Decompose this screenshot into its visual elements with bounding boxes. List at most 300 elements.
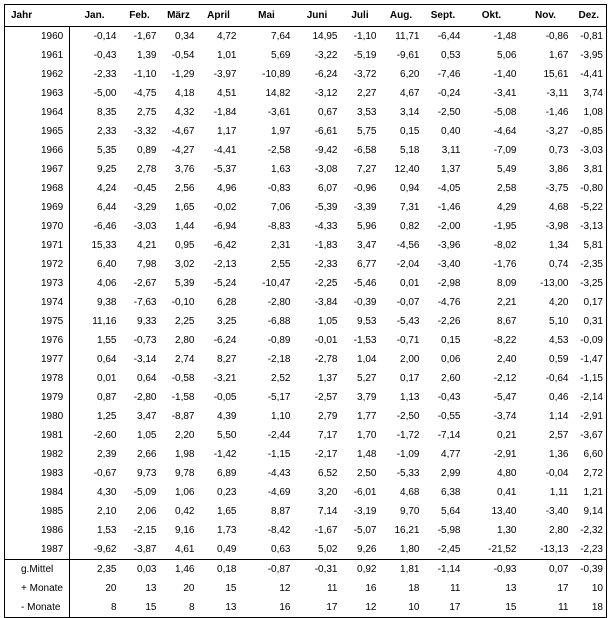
value-cell: -6,24: [213, 335, 237, 346]
value-cell: 10: [408, 602, 420, 613]
value-cell: -3,21: [213, 373, 237, 384]
row-label-cell: 1978: [5, 369, 70, 388]
value-cell: -0,64: [545, 373, 569, 384]
value-cell: -4,56: [396, 240, 420, 251]
row-label-cell: 1980: [5, 407, 70, 426]
value-cell: -0,10: [171, 297, 195, 308]
value-cell: 5,06: [497, 50, 517, 61]
row-label-cell: 1967: [5, 160, 70, 179]
value-cell: -8,83: [267, 221, 291, 232]
row-label-cell: 1964: [5, 103, 70, 122]
value-cell: 9,33: [137, 316, 157, 327]
value-cell: -2,35: [580, 259, 603, 270]
value-cell: -0,39: [353, 297, 377, 308]
value-cell: 1,06: [175, 487, 195, 498]
table-row: [5, 141, 607, 160]
value-cell: 1,44: [175, 221, 195, 232]
value-cell: 8: [110, 602, 117, 613]
value-cell: 3,86: [549, 164, 569, 175]
value-cell: 0,92: [341, 560, 380, 580]
value-cell: -4,33: [314, 221, 338, 232]
value-cell: -6,58: [353, 145, 377, 156]
value-cell: 1,08: [583, 107, 603, 118]
value-cell: 16: [365, 583, 377, 594]
value-cell: -4,76: [437, 297, 461, 308]
value-cell: -5,22: [580, 202, 603, 213]
column-header-month: Sept.: [423, 5, 464, 27]
row-label-cell: 1984: [5, 483, 70, 502]
row-label-cell: 1970: [5, 217, 70, 236]
value-cell: -1,46: [437, 202, 461, 213]
value-cell: 1,67: [549, 50, 569, 61]
value-cell: 0,01: [400, 278, 420, 289]
value-cell: 5,75: [357, 126, 377, 137]
column-header-month: Nov.: [520, 5, 572, 27]
value-cell: -1,40: [493, 69, 517, 80]
value-cell: -2,14: [580, 392, 603, 403]
value-cell: -3,03: [580, 145, 603, 156]
value-cell: -1,42: [213, 449, 237, 460]
value-cell: -3,67: [580, 430, 603, 441]
value-cell: -0,02: [213, 202, 237, 213]
value-cell: 13: [505, 583, 517, 594]
value-cell: 6,52: [318, 468, 338, 479]
value-cell: 8,09: [497, 278, 517, 289]
value-cell: 3,76: [175, 164, 195, 175]
value-cell: 2,57: [549, 430, 569, 441]
value-cell: 0,64: [97, 354, 117, 365]
value-cell: 5,35: [97, 145, 117, 156]
table-row: [5, 27, 607, 47]
value-cell: 1,81: [380, 560, 423, 580]
value-cell: -1,84: [213, 107, 237, 118]
row-label-cell: 1973: [5, 274, 70, 293]
value-cell: -5,09: [133, 487, 157, 498]
value-cell: 0,42: [175, 506, 195, 517]
value-cell: 5,10: [549, 316, 569, 327]
value-cell: -2,32: [580, 525, 603, 536]
table-row: [5, 331, 607, 350]
summary-row: [5, 598, 607, 618]
value-cell: 3,47: [137, 411, 157, 422]
row-label-cell: g.Mittel: [5, 560, 70, 580]
value-cell: -1,10: [133, 69, 157, 80]
value-cell: 4,32: [175, 107, 195, 118]
value-cell: 2,06: [137, 506, 157, 517]
value-cell: 4,96: [217, 183, 237, 194]
value-cell: -2,98: [437, 278, 461, 289]
value-cell: 0,40: [441, 126, 461, 137]
value-cell: 0,01: [97, 373, 117, 384]
value-cell: 5,02: [318, 544, 338, 555]
value-cell: -2,91: [580, 411, 603, 422]
value-cell: -3,25: [580, 278, 603, 289]
value-cell: -5,37: [213, 164, 237, 175]
table-row: [5, 426, 607, 445]
value-cell: 2,60: [441, 373, 461, 384]
value-cell: -7,09: [493, 145, 517, 156]
value-cell: 13: [145, 583, 157, 594]
value-cell: 2,79: [318, 411, 338, 422]
summary-row: [5, 560, 607, 580]
value-cell: -8,42: [267, 525, 291, 536]
value-cell: -2,04: [396, 259, 420, 270]
value-cell: 0,07: [520, 560, 572, 580]
value-cell: -2,33: [93, 69, 117, 80]
value-cell: 0,41: [497, 487, 517, 498]
value-cell: -2,50: [396, 411, 420, 422]
value-cell: 11,71: [395, 31, 420, 42]
value-cell: -0,58: [171, 373, 195, 384]
value-cell: 1,37: [441, 164, 461, 175]
value-cell: 2,00: [400, 354, 420, 365]
value-cell: 5,39: [175, 278, 195, 289]
value-cell: 4,80: [497, 468, 517, 479]
value-cell: 0,87: [97, 392, 117, 403]
value-cell: -0,67: [93, 468, 117, 479]
value-cell: 6,77: [357, 259, 377, 270]
value-cell: -6,24: [314, 69, 338, 80]
value-cell: 4,24: [97, 183, 117, 194]
value-cell: 9,53: [357, 316, 377, 327]
value-cell: 2,31: [271, 240, 291, 251]
row-label-cell: 1982: [5, 445, 70, 464]
value-cell: -3,39: [353, 202, 377, 213]
value-cell: -3,22: [314, 50, 338, 61]
value-cell: 0,46: [549, 392, 569, 403]
value-cell: 5,69: [271, 50, 291, 61]
value-cell: -0,54: [171, 50, 195, 61]
value-cell: 1,21: [583, 487, 603, 498]
table-row: [5, 84, 607, 103]
value-cell: -2,23: [580, 544, 603, 555]
row-label-cell: 1976: [5, 331, 70, 350]
value-cell: -2,26: [437, 316, 461, 327]
value-cell: 1,46: [160, 560, 198, 580]
value-cell: 12: [279, 583, 291, 594]
value-cell: 1,37: [318, 373, 338, 384]
monthly-values-table: [4, 4, 607, 618]
value-cell: 2,20: [175, 430, 195, 441]
value-cell: 2,35: [70, 560, 120, 580]
value-cell: -8,22: [493, 335, 517, 346]
value-cell: 4,30: [97, 487, 117, 498]
value-cell: 6,60: [583, 449, 603, 460]
value-cell: -8,02: [493, 240, 517, 251]
value-cell: -5,19: [353, 50, 377, 61]
row-label-cell: 1977: [5, 350, 70, 369]
value-cell: 8,87: [271, 506, 291, 517]
value-cell: 2,66: [137, 449, 157, 460]
row-label-cell: 1975: [5, 312, 70, 331]
value-cell: 17: [449, 602, 461, 613]
value-cell: -3,40: [545, 506, 569, 517]
value-cell: -1,83: [314, 240, 338, 251]
value-cell: 15: [145, 602, 157, 613]
value-cell: 0,64: [137, 373, 157, 384]
value-cell: -6,94: [213, 221, 237, 232]
value-cell: -2,17: [314, 449, 338, 460]
value-cell: 2,58: [497, 183, 517, 194]
value-cell: 20: [105, 583, 117, 594]
value-cell: -6,46: [93, 221, 117, 232]
value-cell: -0,96: [353, 183, 377, 194]
value-cell: -2,58: [267, 145, 291, 156]
value-cell: -2,80: [267, 297, 291, 308]
value-cell: 6,89: [217, 468, 237, 479]
value-cell: -5,47: [493, 392, 517, 403]
value-cell: -4,64: [493, 126, 517, 137]
table-row: [5, 407, 607, 426]
value-cell: 2,33: [97, 126, 117, 137]
value-cell: -6,88: [267, 316, 291, 327]
column-header-month: Aug.: [380, 5, 423, 27]
value-cell: -4,67: [171, 126, 195, 137]
value-cell: -0,07: [396, 297, 420, 308]
value-cell: 6,38: [441, 487, 461, 498]
value-cell: 5,96: [357, 221, 377, 232]
value-cell: -0,31: [294, 560, 341, 580]
value-cell: 11,16: [92, 316, 117, 327]
value-cell: 0,21: [497, 430, 517, 441]
value-cell: 0,73: [549, 145, 569, 156]
table-row: [5, 122, 607, 141]
value-cell: 8,35: [97, 107, 117, 118]
value-cell: -3,12: [314, 88, 338, 99]
value-cell: 2,55: [271, 259, 291, 270]
value-cell: 7,17: [318, 430, 338, 441]
value-cell: -1,76: [493, 259, 517, 270]
value-cell: 9,26: [357, 544, 377, 555]
table-row: [5, 274, 607, 293]
value-cell: 1,63: [271, 164, 291, 175]
value-cell: 6,28: [217, 297, 237, 308]
value-cell: 1,97: [271, 126, 291, 137]
value-cell: 0,18: [198, 560, 240, 580]
value-cell: 0,15: [400, 126, 420, 137]
value-cell: -0,43: [93, 50, 117, 61]
value-cell: 4,18: [175, 88, 195, 99]
value-cell: 4,39: [217, 411, 237, 422]
value-cell: -1,67: [314, 525, 338, 536]
value-cell: -2,00: [437, 221, 461, 232]
table-row: [5, 521, 607, 540]
value-cell: -1,47: [580, 354, 603, 365]
row-label-cell: 1961: [5, 46, 70, 65]
value-cell: -1,14: [423, 560, 464, 580]
row-label-cell: 1968: [5, 179, 70, 198]
value-cell: -5,43: [396, 316, 420, 327]
value-cell: 1,13: [400, 392, 420, 403]
value-cell: 3,81: [583, 164, 603, 175]
row-label-cell: 1966: [5, 141, 70, 160]
table-row: [5, 540, 607, 560]
value-cell: -3,19: [353, 506, 377, 517]
value-cell: 0,23: [217, 487, 237, 498]
value-cell: -2,78: [314, 354, 338, 365]
value-cell: -3,32: [133, 126, 157, 137]
row-label-cell: 1960: [5, 27, 70, 47]
row-label-cell: 1974: [5, 293, 70, 312]
value-cell: 4,68: [549, 202, 569, 213]
table-row: [5, 388, 607, 407]
value-cell: 3,74: [583, 88, 603, 99]
value-cell: 14,82: [265, 88, 291, 99]
value-cell: -3,97: [213, 69, 237, 80]
value-cell: 2,50: [357, 468, 377, 479]
value-cell: 5,27: [357, 373, 377, 384]
table-row: [5, 46, 607, 65]
value-cell: 2,99: [441, 468, 461, 479]
value-cell: -1,15: [580, 373, 603, 384]
value-cell: 13: [225, 602, 237, 613]
value-cell: -0,83: [267, 183, 291, 194]
value-cell: 9,16: [175, 525, 195, 536]
value-cell: 4,51: [217, 88, 237, 99]
value-cell: -3,13: [580, 221, 603, 232]
value-cell: 2,27: [357, 88, 377, 99]
value-cell: -3,14: [133, 354, 157, 365]
value-cell: 0,53: [441, 50, 461, 61]
value-cell: 3,53: [357, 107, 377, 118]
value-cell: 2,10: [97, 506, 117, 517]
value-cell: 11: [558, 602, 569, 613]
value-cell: -2,50: [437, 107, 461, 118]
value-cell: -3,03: [133, 221, 157, 232]
value-cell: 2,78: [137, 164, 157, 175]
value-cell: 1,48: [357, 449, 377, 460]
value-cell: -3,27: [545, 126, 569, 137]
value-cell: 1,80: [400, 544, 420, 555]
value-cell: 11: [450, 583, 461, 594]
value-cell: 1,04: [357, 354, 377, 365]
value-cell: 7,27: [357, 164, 377, 175]
value-cell: 4,72: [217, 31, 237, 42]
value-cell: 4,67: [400, 88, 420, 99]
table-row: [5, 464, 607, 483]
value-cell: -0,01: [314, 335, 338, 346]
value-cell: -8,87: [171, 411, 195, 422]
value-cell: -0,45: [133, 183, 157, 194]
table-row: [5, 445, 607, 464]
value-cell: 2,52: [271, 373, 291, 384]
value-cell: -0,71: [396, 335, 420, 346]
value-cell: -9,61: [396, 50, 420, 61]
value-cell: -2,13: [213, 259, 237, 270]
value-cell: 2,75: [137, 107, 157, 118]
row-label-cell: 1969: [5, 198, 70, 217]
value-cell: 17: [557, 583, 569, 594]
value-cell: -0,04: [545, 468, 569, 479]
value-cell: -2,80: [133, 392, 157, 403]
value-cell: -5,39: [314, 202, 338, 213]
value-cell: -0,05: [213, 392, 237, 403]
value-cell: -2,18: [267, 354, 291, 365]
value-cell: 9,14: [583, 506, 603, 517]
value-cell: 1,10: [271, 411, 291, 422]
value-cell: -2,67: [133, 278, 157, 289]
table-header-row: [5, 5, 607, 27]
table-row: [5, 179, 607, 198]
row-label-cell: 1985: [5, 502, 70, 521]
value-cell: -3,75: [545, 183, 569, 194]
value-cell: 6,07: [318, 183, 338, 194]
value-cell: 4,06: [97, 278, 117, 289]
value-cell: -10,47: [262, 278, 291, 289]
value-cell: 0,67: [318, 107, 338, 118]
value-cell: 8,67: [497, 316, 517, 327]
value-cell: 14,95: [312, 31, 338, 42]
value-cell: -3,29: [133, 202, 157, 213]
value-cell: -6,42: [213, 240, 237, 251]
value-cell: 5,50: [217, 430, 237, 441]
value-cell: -0,24: [437, 88, 461, 99]
value-cell: 0,49: [217, 544, 237, 555]
value-cell: -5,98: [437, 525, 461, 536]
value-cell: 4,53: [549, 335, 569, 346]
value-cell: -1,15: [267, 449, 291, 460]
value-cell: 9,38: [97, 297, 117, 308]
value-cell: 0,74: [549, 259, 569, 270]
table-row: [5, 350, 607, 369]
value-cell: 1,53: [97, 525, 117, 536]
value-cell: -5,07: [353, 525, 377, 536]
column-header-month: Mai: [240, 5, 294, 27]
value-cell: -0,89: [267, 335, 291, 346]
value-cell: 0,89: [137, 145, 157, 156]
value-cell: 0,82: [400, 221, 420, 232]
value-cell: -1,10: [353, 31, 377, 42]
value-cell: 1,55: [97, 335, 117, 346]
value-cell: 0,15: [441, 335, 461, 346]
value-cell: 16: [279, 602, 291, 613]
column-header-month: Jan.: [70, 5, 120, 27]
column-header-month: Juli: [341, 5, 380, 27]
value-cell: 0,59: [549, 354, 569, 365]
summary-row: [5, 579, 607, 598]
value-cell: 1,05: [137, 430, 157, 441]
row-label-cell: + Monate: [5, 579, 70, 598]
value-cell: -1,46: [545, 107, 569, 118]
column-header-month: Okt.: [464, 5, 520, 27]
value-cell: 3,20: [318, 487, 338, 498]
value-cell: -2,44: [267, 430, 291, 441]
table-row: [5, 217, 607, 236]
value-cell: 3,14: [400, 107, 420, 118]
value-cell: -0,86: [545, 31, 569, 42]
row-label-cell: 1979: [5, 388, 70, 407]
value-cell: -0,85: [580, 126, 603, 137]
value-cell: 20: [183, 583, 195, 594]
value-cell: -7,63: [133, 297, 157, 308]
value-cell: 1,25: [97, 411, 117, 422]
value-cell: 9,25: [97, 164, 117, 175]
value-cell: -3,40: [437, 259, 461, 270]
table-row: [5, 502, 607, 521]
table-row: [5, 236, 607, 255]
value-cell: -1,58: [171, 392, 195, 403]
value-cell: 4,29: [497, 202, 517, 213]
value-cell: 5,64: [441, 506, 461, 517]
value-cell: 7,64: [271, 31, 291, 42]
table-row: [5, 198, 607, 217]
value-cell: -4,43: [267, 468, 291, 479]
value-cell: 2,25: [175, 316, 195, 327]
value-cell: -2,60: [93, 430, 117, 441]
value-cell: 9,73: [137, 468, 157, 479]
value-cell: 0,03: [120, 560, 160, 580]
value-cell: -3,87: [133, 544, 157, 555]
